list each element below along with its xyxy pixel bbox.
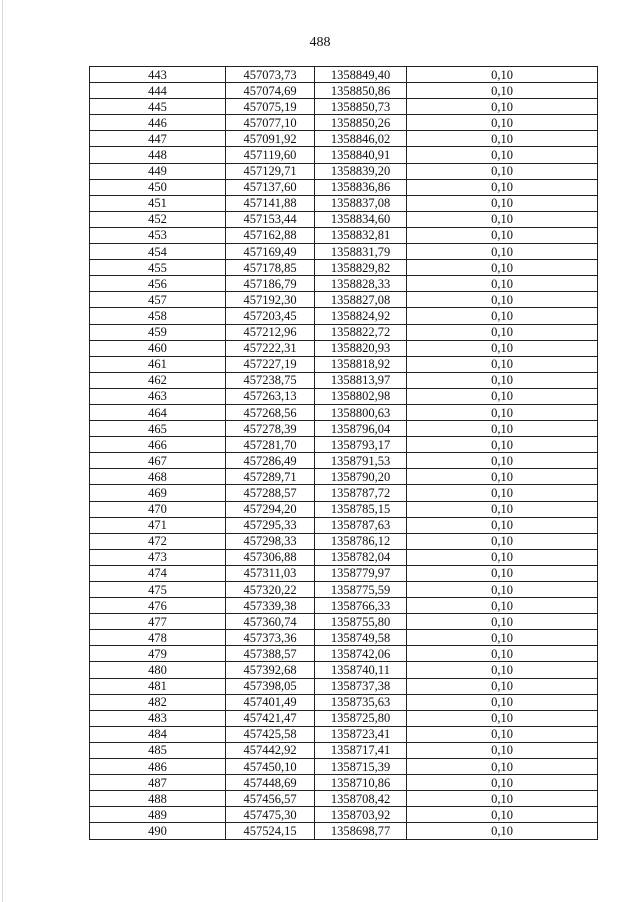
table-row	[90, 421, 598, 437]
table-row	[90, 726, 598, 742]
point-number-cell: 452	[90, 211, 226, 227]
point-number-cell: 478	[90, 630, 226, 646]
x-coordinate-cell: 457074,69	[226, 83, 315, 99]
y-coordinate-cell: 1358698,77	[315, 823, 407, 839]
x-coordinate-cell: 457311,03	[226, 565, 315, 581]
y-coordinate-cell: 1358779,97	[315, 565, 407, 581]
point-number-cell: 460	[90, 340, 226, 356]
y-coordinate-cell: 1358703,92	[315, 807, 407, 823]
table-row	[90, 340, 598, 356]
y-coordinate-cell: 1358786,12	[315, 533, 407, 549]
y-coordinate-cell: 1358737,38	[315, 678, 407, 694]
x-coordinate-cell: 457306,88	[226, 549, 315, 565]
x-coordinate-cell: 457442,92	[226, 742, 315, 758]
accuracy-cell: 0,10	[407, 775, 598, 791]
y-coordinate-cell: 1358787,63	[315, 517, 407, 533]
x-coordinate-cell: 457388,57	[226, 646, 315, 662]
table-row	[90, 147, 598, 163]
accuracy-cell: 0,10	[407, 710, 598, 726]
table-row	[90, 211, 598, 227]
table-row	[90, 227, 598, 243]
x-coordinate-cell: 457263,13	[226, 388, 315, 404]
point-number-cell: 461	[90, 356, 226, 372]
table-row	[90, 598, 598, 614]
table-row	[90, 99, 598, 115]
accuracy-cell: 0,10	[407, 759, 598, 775]
point-number-cell: 465	[90, 421, 226, 437]
accuracy-cell: 0,10	[407, 115, 598, 131]
y-coordinate-cell: 1358839,20	[315, 163, 407, 179]
y-coordinate-cell: 1358735,63	[315, 694, 407, 710]
point-number-cell: 447	[90, 131, 226, 147]
point-number-cell: 458	[90, 308, 226, 324]
x-coordinate-cell: 457524,15	[226, 823, 315, 839]
x-coordinate-cell: 457339,38	[226, 598, 315, 614]
accuracy-cell: 0,10	[407, 131, 598, 147]
x-coordinate-cell: 457141,88	[226, 195, 315, 211]
x-coordinate-cell: 457212,96	[226, 324, 315, 340]
y-coordinate-cell: 1358827,08	[315, 292, 407, 308]
point-number-cell: 451	[90, 195, 226, 211]
x-coordinate-cell: 457298,33	[226, 533, 315, 549]
point-number-cell: 448	[90, 147, 226, 163]
point-number-cell: 476	[90, 598, 226, 614]
point-number-cell: 489	[90, 807, 226, 823]
point-number-cell: 487	[90, 775, 226, 791]
accuracy-cell: 0,10	[407, 807, 598, 823]
point-number-cell: 485	[90, 742, 226, 758]
y-coordinate-cell: 1358837,08	[315, 195, 407, 211]
point-number-cell: 468	[90, 469, 226, 485]
table-row	[90, 437, 598, 453]
accuracy-cell: 0,10	[407, 421, 598, 437]
page-number: 488	[309, 35, 331, 50]
x-coordinate-cell: 457203,45	[226, 308, 315, 324]
point-number-cell: 467	[90, 453, 226, 469]
y-coordinate-cell: 1358832,81	[315, 227, 407, 243]
accuracy-cell: 0,10	[407, 244, 598, 260]
x-coordinate-cell: 457286,49	[226, 453, 315, 469]
point-number-cell: 488	[90, 791, 226, 807]
table-row	[90, 404, 598, 420]
table-row	[90, 324, 598, 340]
y-coordinate-cell: 1358836,86	[315, 179, 407, 195]
y-coordinate-cell: 1358749,58	[315, 630, 407, 646]
table-row	[90, 308, 598, 324]
x-coordinate-cell: 457425,58	[226, 726, 315, 742]
y-coordinate-cell: 1358717,41	[315, 742, 407, 758]
accuracy-cell: 0,10	[407, 83, 598, 99]
accuracy-cell: 0,10	[407, 404, 598, 420]
x-coordinate-cell: 457475,30	[226, 807, 315, 823]
accuracy-cell: 0,10	[407, 662, 598, 678]
table-row	[90, 83, 598, 99]
x-coordinate-cell: 457075,19	[226, 99, 315, 115]
point-number-cell: 453	[90, 227, 226, 243]
table-row	[90, 195, 598, 211]
x-coordinate-cell: 457320,22	[226, 582, 315, 598]
point-number-cell: 473	[90, 549, 226, 565]
point-number-cell: 469	[90, 485, 226, 501]
table-row	[90, 791, 598, 807]
accuracy-cell: 0,10	[407, 372, 598, 388]
x-coordinate-cell: 457222,31	[226, 340, 315, 356]
point-number-cell: 444	[90, 83, 226, 99]
point-number-cell: 456	[90, 276, 226, 292]
table-row	[90, 807, 598, 823]
x-coordinate-cell: 457238,75	[226, 372, 315, 388]
x-coordinate-cell: 457162,88	[226, 227, 315, 243]
accuracy-cell: 0,10	[407, 549, 598, 565]
x-coordinate-cell: 457268,56	[226, 404, 315, 420]
table-row	[90, 485, 598, 501]
table-row	[90, 163, 598, 179]
point-number-cell: 479	[90, 646, 226, 662]
accuracy-cell: 0,10	[407, 388, 598, 404]
x-coordinate-cell: 457360,74	[226, 614, 315, 630]
table-row	[90, 646, 598, 662]
table-row	[90, 260, 598, 276]
y-coordinate-cell: 1358822,72	[315, 324, 407, 340]
accuracy-cell: 0,10	[407, 340, 598, 356]
x-coordinate-cell: 457153,44	[226, 211, 315, 227]
table-row	[90, 549, 598, 565]
accuracy-cell: 0,10	[407, 726, 598, 742]
accuracy-cell: 0,10	[407, 67, 598, 83]
y-coordinate-cell: 1358785,15	[315, 501, 407, 517]
accuracy-cell: 0,10	[407, 260, 598, 276]
accuracy-cell: 0,10	[407, 614, 598, 630]
point-number-cell: 481	[90, 678, 226, 694]
accuracy-cell: 0,10	[407, 823, 598, 839]
y-coordinate-cell: 1358831,79	[315, 244, 407, 260]
y-coordinate-cell: 1358846,02	[315, 131, 407, 147]
point-number-cell: 474	[90, 565, 226, 581]
point-number-cell: 490	[90, 823, 226, 839]
point-number-cell: 449	[90, 163, 226, 179]
accuracy-cell: 0,10	[407, 195, 598, 211]
point-number-cell: 475	[90, 582, 226, 598]
y-coordinate-cell: 1358715,39	[315, 759, 407, 775]
point-number-cell: 445	[90, 99, 226, 115]
x-coordinate-cell: 457421,47	[226, 710, 315, 726]
point-number-cell: 477	[90, 614, 226, 630]
table-row	[90, 517, 598, 533]
point-number-cell: 462	[90, 372, 226, 388]
y-coordinate-cell: 1358793,17	[315, 437, 407, 453]
accuracy-cell: 0,10	[407, 276, 598, 292]
x-coordinate-cell: 457178,85	[226, 260, 315, 276]
accuracy-cell: 0,10	[407, 437, 598, 453]
y-coordinate-cell: 1358775,59	[315, 582, 407, 598]
accuracy-cell: 0,10	[407, 582, 598, 598]
point-number-cell: 455	[90, 260, 226, 276]
accuracy-cell: 0,10	[407, 485, 598, 501]
accuracy-cell: 0,10	[407, 147, 598, 163]
table-row	[90, 469, 598, 485]
y-coordinate-cell: 1358820,93	[315, 340, 407, 356]
table-row	[90, 501, 598, 517]
y-coordinate-cell: 1358828,33	[315, 276, 407, 292]
point-number-cell: 484	[90, 726, 226, 742]
accuracy-cell: 0,10	[407, 99, 598, 115]
table-row	[90, 372, 598, 388]
x-coordinate-cell: 457281,70	[226, 437, 315, 453]
y-coordinate-cell: 1358850,86	[315, 83, 407, 99]
x-coordinate-cell: 457295,33	[226, 517, 315, 533]
accuracy-cell: 0,10	[407, 501, 598, 517]
y-coordinate-cell: 1358723,41	[315, 726, 407, 742]
accuracy-cell: 0,10	[407, 791, 598, 807]
coordinates-table-body	[90, 67, 598, 840]
table-row	[90, 244, 598, 260]
accuracy-cell: 0,10	[407, 356, 598, 372]
x-coordinate-cell: 457456,57	[226, 791, 315, 807]
y-coordinate-cell: 1358755,80	[315, 614, 407, 630]
coordinates-table	[89, 66, 598, 840]
table-row	[90, 131, 598, 147]
point-number-cell: 471	[90, 517, 226, 533]
accuracy-cell: 0,10	[407, 646, 598, 662]
y-coordinate-cell: 1358796,04	[315, 421, 407, 437]
y-coordinate-cell: 1358813,97	[315, 372, 407, 388]
point-number-cell: 443	[90, 67, 226, 83]
point-number-cell: 464	[90, 404, 226, 420]
table-row	[90, 292, 598, 308]
accuracy-cell: 0,10	[407, 533, 598, 549]
table-row	[90, 453, 598, 469]
y-coordinate-cell: 1358834,60	[315, 211, 407, 227]
accuracy-cell: 0,10	[407, 163, 598, 179]
y-coordinate-cell: 1358782,04	[315, 549, 407, 565]
y-coordinate-cell: 1358840,91	[315, 147, 407, 163]
table-row	[90, 630, 598, 646]
accuracy-cell: 0,10	[407, 324, 598, 340]
x-coordinate-cell: 457401,49	[226, 694, 315, 710]
y-coordinate-cell: 1358850,26	[315, 115, 407, 131]
x-coordinate-cell: 457129,71	[226, 163, 315, 179]
x-coordinate-cell: 457294,20	[226, 501, 315, 517]
point-number-cell: 459	[90, 324, 226, 340]
y-coordinate-cell: 1358800,63	[315, 404, 407, 420]
accuracy-cell: 0,10	[407, 517, 598, 533]
y-coordinate-cell: 1358790,20	[315, 469, 407, 485]
table-row	[90, 388, 598, 404]
table-row	[90, 759, 598, 775]
point-number-cell: 480	[90, 662, 226, 678]
x-coordinate-cell: 457137,60	[226, 179, 315, 195]
table-row	[90, 662, 598, 678]
accuracy-cell: 0,10	[407, 469, 598, 485]
accuracy-cell: 0,10	[407, 453, 598, 469]
y-coordinate-cell: 1358725,80	[315, 710, 407, 726]
x-coordinate-cell: 457169,49	[226, 244, 315, 260]
table-row	[90, 67, 598, 83]
table-row	[90, 356, 598, 372]
y-coordinate-cell: 1358740,11	[315, 662, 407, 678]
table-row	[90, 533, 598, 549]
y-coordinate-cell: 1358818,92	[315, 356, 407, 372]
x-coordinate-cell: 457278,39	[226, 421, 315, 437]
x-coordinate-cell: 457192,30	[226, 292, 315, 308]
accuracy-cell: 0,10	[407, 742, 598, 758]
y-coordinate-cell: 1358850,73	[315, 99, 407, 115]
table-row	[90, 694, 598, 710]
accuracy-cell: 0,10	[407, 694, 598, 710]
x-coordinate-cell: 457392,68	[226, 662, 315, 678]
point-number-cell: 470	[90, 501, 226, 517]
accuracy-cell: 0,10	[407, 598, 598, 614]
table-row	[90, 614, 598, 630]
x-coordinate-cell: 457073,73	[226, 67, 315, 83]
point-number-cell: 457	[90, 292, 226, 308]
accuracy-cell: 0,10	[407, 227, 598, 243]
y-coordinate-cell: 1358802,98	[315, 388, 407, 404]
table-row	[90, 742, 598, 758]
table-row	[90, 710, 598, 726]
point-number-cell: 446	[90, 115, 226, 131]
table-row	[90, 582, 598, 598]
x-coordinate-cell: 457450,10	[226, 759, 315, 775]
y-coordinate-cell: 1358791,53	[315, 453, 407, 469]
x-coordinate-cell: 457119,60	[226, 147, 315, 163]
point-number-cell: 483	[90, 710, 226, 726]
table-row	[90, 823, 598, 839]
accuracy-cell: 0,10	[407, 630, 598, 646]
y-coordinate-cell: 1358787,72	[315, 485, 407, 501]
table-row	[90, 565, 598, 581]
point-number-cell: 454	[90, 244, 226, 260]
x-coordinate-cell: 457186,79	[226, 276, 315, 292]
y-coordinate-cell: 1358824,92	[315, 308, 407, 324]
point-number-cell: 472	[90, 533, 226, 549]
x-coordinate-cell: 457448,69	[226, 775, 315, 791]
point-number-cell: 450	[90, 179, 226, 195]
accuracy-cell: 0,10	[407, 308, 598, 324]
accuracy-cell: 0,10	[407, 211, 598, 227]
y-coordinate-cell: 1358708,42	[315, 791, 407, 807]
x-coordinate-cell: 457289,71	[226, 469, 315, 485]
point-number-cell: 463	[90, 388, 226, 404]
accuracy-cell: 0,10	[407, 565, 598, 581]
x-coordinate-cell: 457398,05	[226, 678, 315, 694]
scan-edge-line	[2, 0, 3, 902]
y-coordinate-cell: 1358849,40	[315, 67, 407, 83]
point-number-cell: 466	[90, 437, 226, 453]
accuracy-cell: 0,10	[407, 678, 598, 694]
table-row	[90, 115, 598, 131]
y-coordinate-cell: 1358766,33	[315, 598, 407, 614]
x-coordinate-cell: 457227,19	[226, 356, 315, 372]
y-coordinate-cell: 1358710,86	[315, 775, 407, 791]
accuracy-cell: 0,10	[407, 179, 598, 195]
point-number-cell: 482	[90, 694, 226, 710]
y-coordinate-cell: 1358742,06	[315, 646, 407, 662]
accuracy-cell: 0,10	[407, 292, 598, 308]
point-number-cell: 486	[90, 759, 226, 775]
table-row	[90, 678, 598, 694]
table-row	[90, 276, 598, 292]
x-coordinate-cell: 457288,57	[226, 485, 315, 501]
table-row	[90, 775, 598, 791]
x-coordinate-cell: 457091,92	[226, 131, 315, 147]
table-row	[90, 179, 598, 195]
x-coordinate-cell: 457373,36	[226, 630, 315, 646]
y-coordinate-cell: 1358829,82	[315, 260, 407, 276]
x-coordinate-cell: 457077,10	[226, 115, 315, 131]
